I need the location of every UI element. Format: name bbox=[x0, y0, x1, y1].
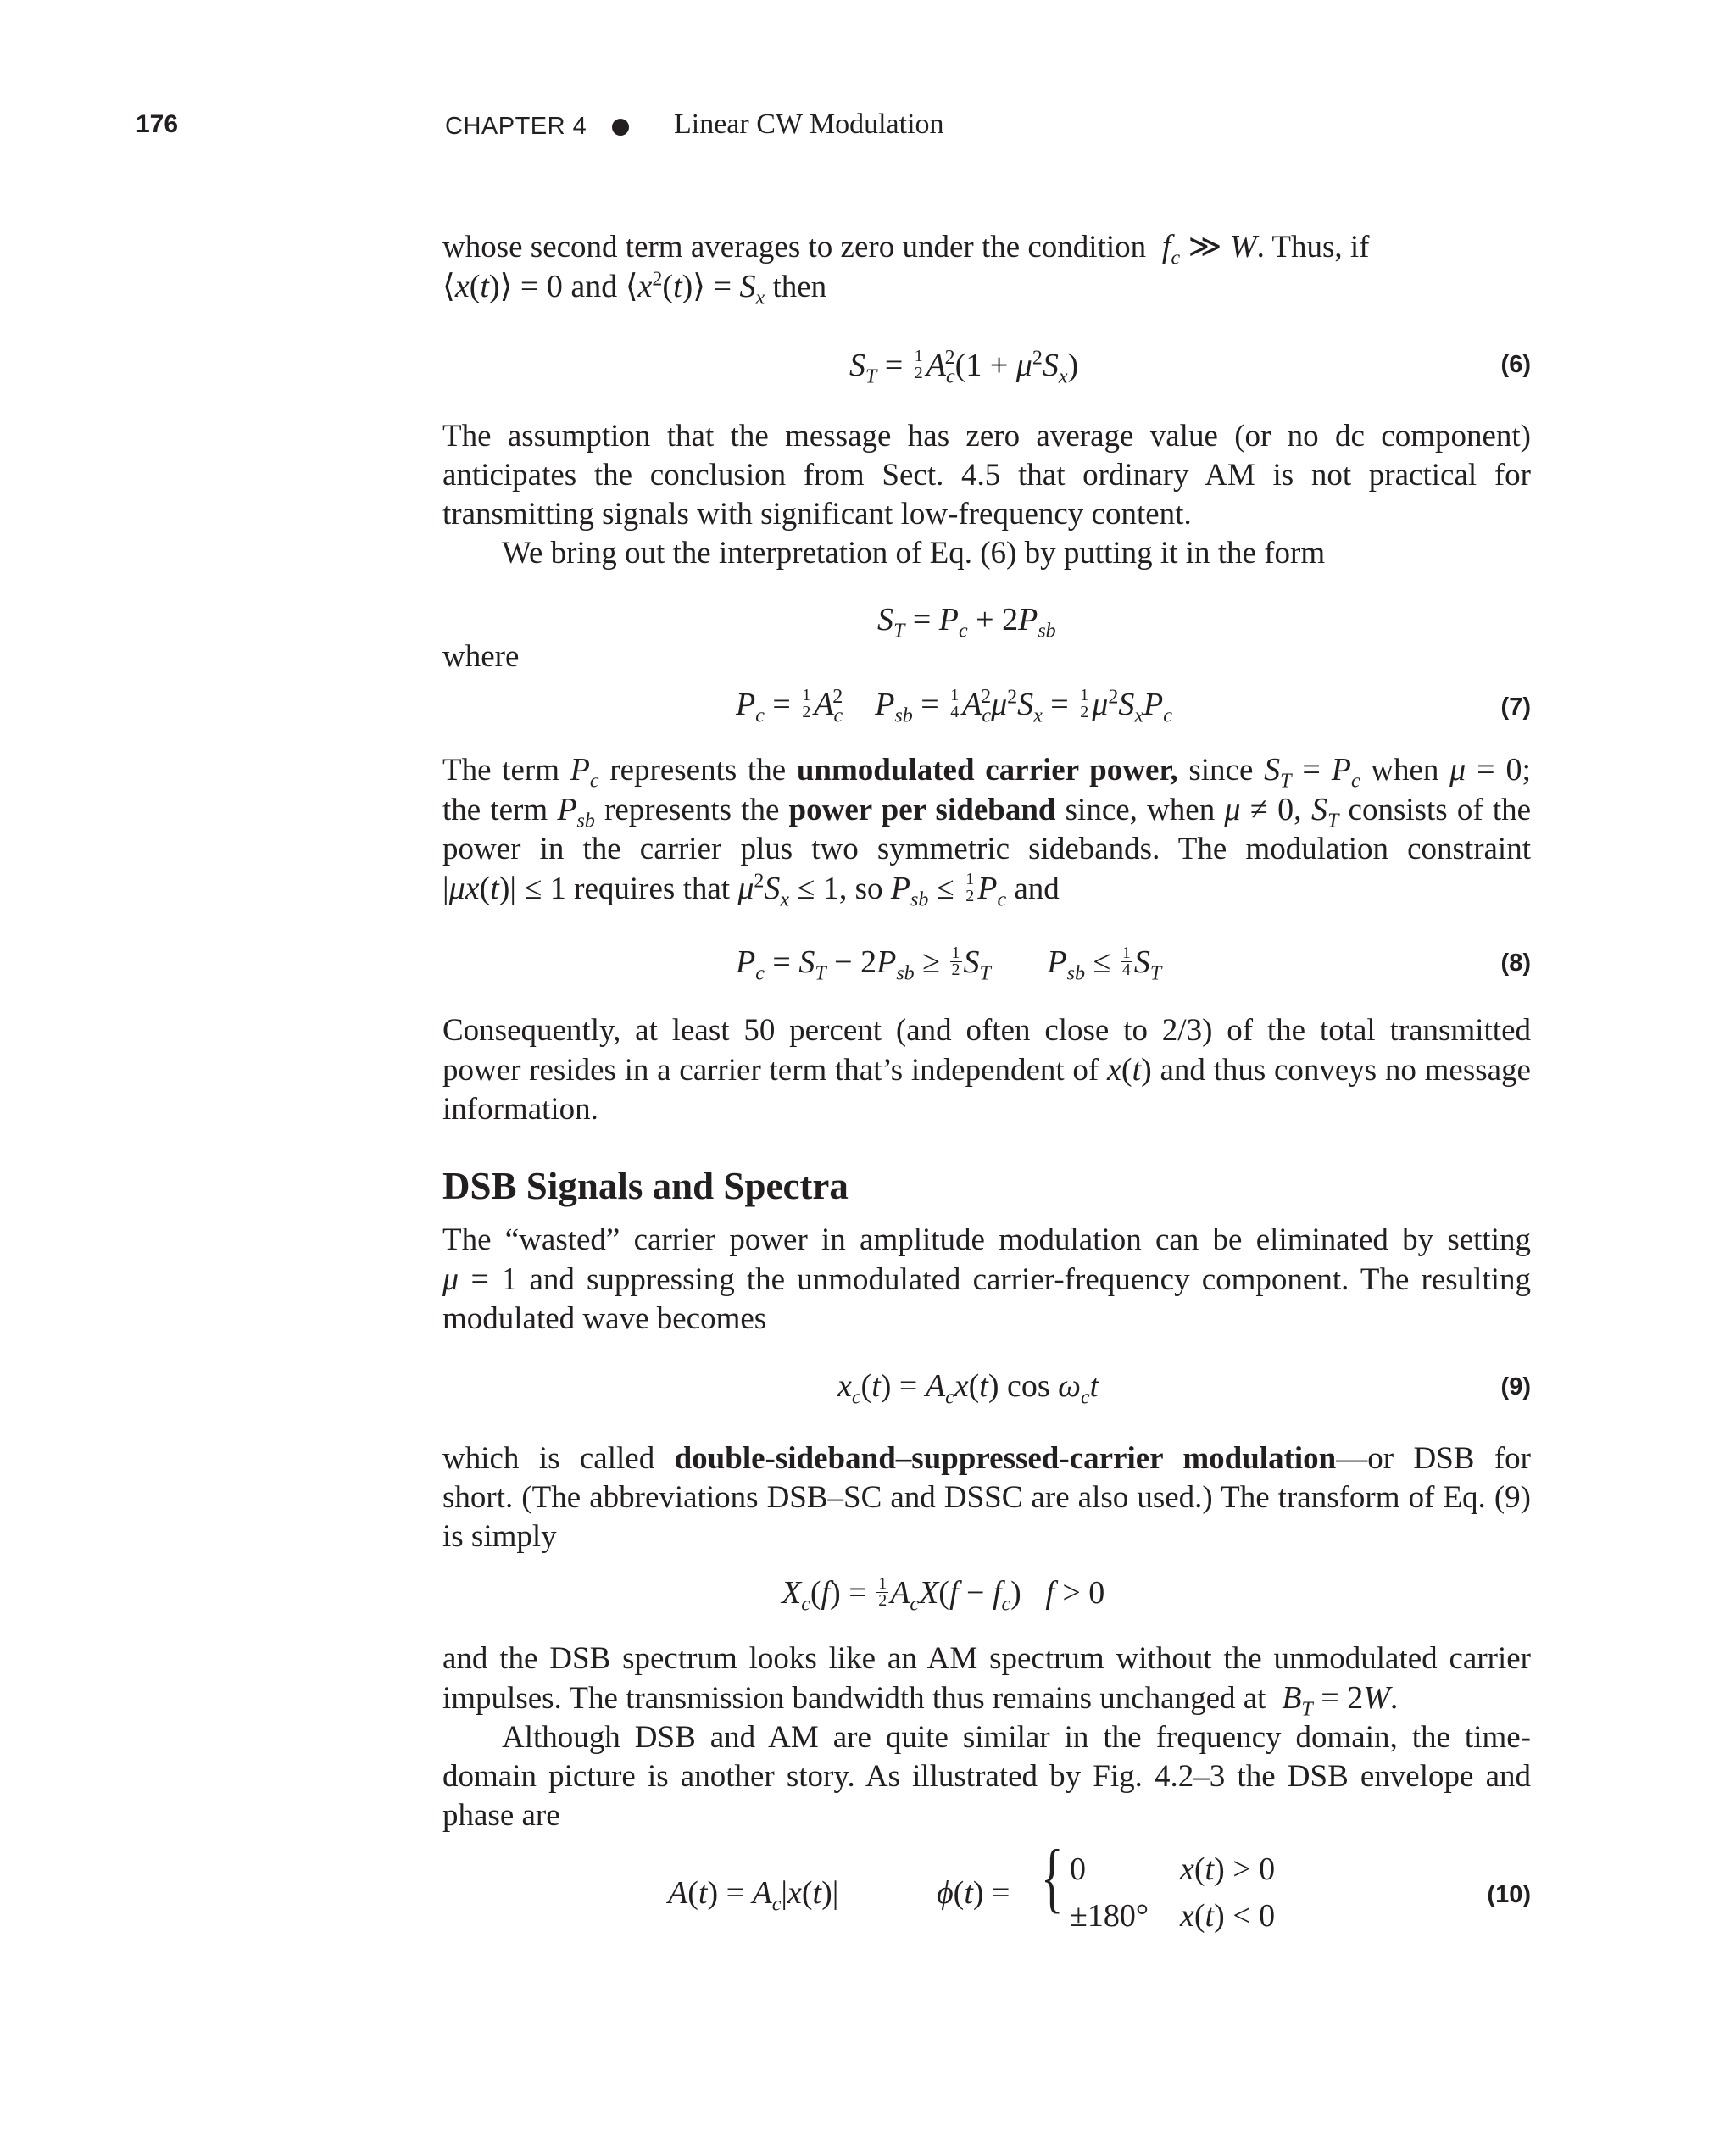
p8-text-a: and the DSB spectrum looks like an AM spectrum without the unmodulated carrier impulses. The transmission bandwidth thus remains unchanged at bbox=[442, 1641, 1531, 1716]
paragraph-7 bbox=[442, 1439, 1531, 1556]
p4-text-d: when bbox=[1371, 753, 1439, 788]
phase-case-2-cond: x(t) < 0 bbox=[1180, 1898, 1276, 1934]
paragraph-4: The term $P_c$ represents the unmodulated carrier power, since $S_T = P_c$ when μ = 0; the term $P_{sb}$ represents the power per sideband since, when μ ≠ 0, $S_T$ consists of the power in the carrier plus two symmetric sidebands. The modulation constraint |μx(t)| ≤ 1 requires that $\mu^2S_x \le 1$, so $P_{sb}$ ≤ $\frac{1}{2}$ $P_c$ and bbox=[442, 752, 1532, 911]
section-heading: DSB Signals and Spectra bbox=[442, 1165, 849, 1207]
phase-case-1-cond: x(t) > 0 bbox=[1180, 1851, 1276, 1887]
equation-9: $x_c(t) = A_cx(t)$ $\cos \omega_ct$ bbox=[837, 1368, 1099, 1409]
p6-text-a: The “wasted” carrier power in amplitude modulation can be eliminated by setting bbox=[442, 1222, 1531, 1257]
term-power-per-sideband: power per sideband bbox=[788, 793, 1056, 827]
p7-text-b: —or DSB for short. (The abbreviations DSB–SC and DSSC are also used.) The transform of Eq. (9) is simply bbox=[442, 1441, 1531, 1554]
p4-text-c: since bbox=[1188, 753, 1254, 788]
equation-number-6: (6) bbox=[1500, 351, 1531, 378]
paragraph-5: Consequently, at least 50 percent (and often close to 2/3) of the total transmitted power resides in a carrier term that’s independent of x(t) and thus conveys no message information. bbox=[442, 1013, 1531, 1127]
equation-6: $S_T$ = $\frac{1}{2}$ $A_c^2(1 + \mu^2S_x)$ bbox=[849, 346, 1079, 388]
chapter-title: Linear CW Modulation bbox=[674, 109, 944, 140]
paragraph-1 bbox=[442, 227, 1531, 307]
equation-10-phase-lhs: ϕ(t) = bbox=[937, 1875, 1010, 1911]
p5-text-b: and thus conveys no message information. bbox=[442, 1053, 1531, 1127]
phase-case-1 bbox=[1070, 1850, 1086, 1889]
paragraph-8: and the DSB spectrum looks like an AM spectrum without the unmodulated carrier impulses. The transmission bandwidth thus remains unchanged at $B_T = 2W$. Although DSB and AM are quite similar in the frequency domain, the time-domain picture is another story. As illustrated by Fig. 4.2–3 the DSB envelope and phase are bbox=[442, 1640, 1531, 1835]
equation-10-envelope: $A(t) = A_c|x(t)|$ bbox=[668, 1875, 839, 1916]
phase-case-2 bbox=[1070, 1896, 1149, 1935]
equation-dsb-transform: $X_c(f)$ = $\frac{1}{2}$ $A_cX(f - f_c) f > 0$ bbox=[782, 1573, 1105, 1616]
phase-case-2-value: ±180° bbox=[1070, 1898, 1149, 1934]
p4-text-a: The term bbox=[442, 753, 560, 788]
p3-text: We bring out the interpretation of Eq. (6) by putting it in the form bbox=[502, 536, 1326, 571]
where-label: where bbox=[442, 639, 520, 674]
equation-7: $P_c$ = $\frac{1}{2}$ $A_c^2$ $P_{sb}$ = $\frac{1}{4}$ $A_c^2\mu^2S_x$ = $\frac{1}{2}$ $\mu^2S_xP_c$ bbox=[736, 685, 1172, 727]
p9-text: Although DSB and AM are quite similar in the frequency domain, the time-domain picture is another story. As illustrated by Fig. 4.2–3 the DSB envelope and phase are bbox=[442, 1720, 1531, 1833]
term-dsb-sc: double-sideband–suppressed-carrier modulation bbox=[674, 1441, 1337, 1476]
p4-text-e: the term bbox=[442, 793, 548, 827]
header-bullet bbox=[612, 119, 629, 136]
p2-text: The assumption that the message has zero average value (or no dc component) anticipates the conclusion from Sect. 4.5 that ordinary AM is not practical for transmitting signals with significant low-frequency content. bbox=[442, 419, 1531, 532]
math-fc-gg-w: $f_c$ ≫ W bbox=[1161, 229, 1257, 270]
equation-number-10: (10) bbox=[1487, 1881, 1531, 1908]
equation-number-8: (8) bbox=[1500, 949, 1531, 977]
paragraph-6: The “wasted” carrier power in amplitude modulation can be eliminated by setting μ = 1 and suppressing the unmodulated carrier-frequency component. The resulting modulated wave becomes bbox=[442, 1222, 1532, 1336]
equation-8: $P_c = S_T - 2P_{sb}$ ≥ $\frac{1}{2}$ $S_T$ $P_{sb}$ ≤ $\frac{1}{4}$ $S_T$ bbox=[736, 943, 1162, 985]
p1-text-c: then bbox=[772, 270, 827, 304]
p7-text-a: which is called bbox=[442, 1441, 655, 1476]
p4-text-b: represents the bbox=[609, 753, 787, 788]
p5-text-a: Consequently, at least 50 percent (and often close to 2/3) of the total transmitted power resides in a carrier term that’s independent of bbox=[442, 1013, 1531, 1088]
term-unmodulated-carrier-power: unmodulated carrier power, bbox=[796, 753, 1178, 788]
paragraph-2 bbox=[442, 417, 1531, 573]
page-number: 176 bbox=[136, 110, 179, 138]
p4-text-k: and bbox=[1014, 871, 1060, 906]
equation-st-sum: $S_T = P_c + 2P_{sb}$ bbox=[877, 602, 1056, 643]
math-mean-zero: ⟨x(t)⟩ = 0 and $⟨x^2(t)⟩ = S_x$ bbox=[442, 268, 765, 309]
brace-glyph: { bbox=[1041, 1834, 1064, 1920]
p4-text-i: requires that bbox=[574, 871, 731, 906]
p1-text-a: whose second term averages to zero under the condition bbox=[442, 230, 1147, 264]
chapter-label: CHAPTER 4 bbox=[445, 113, 587, 140]
phase-case-1-value: 0 bbox=[1070, 1851, 1086, 1887]
p6-text-b: and suppressing the unmodulated carrier-frequency component. The resulting modulated wave becomes bbox=[442, 1262, 1532, 1336]
p4-text-h: consists of the power in the carrier plus two symmetric sidebands. The modulation constraint bbox=[442, 793, 1532, 866]
equation-number-9: (9) bbox=[1500, 1373, 1531, 1400]
p4-text-f: represents the bbox=[604, 793, 780, 827]
equation-number-7: (7) bbox=[1500, 693, 1531, 721]
p4-text-j: so bbox=[854, 871, 883, 906]
p4-text-g: since, when bbox=[1065, 793, 1216, 827]
p1-text-b: . Thus, if bbox=[1256, 230, 1370, 264]
